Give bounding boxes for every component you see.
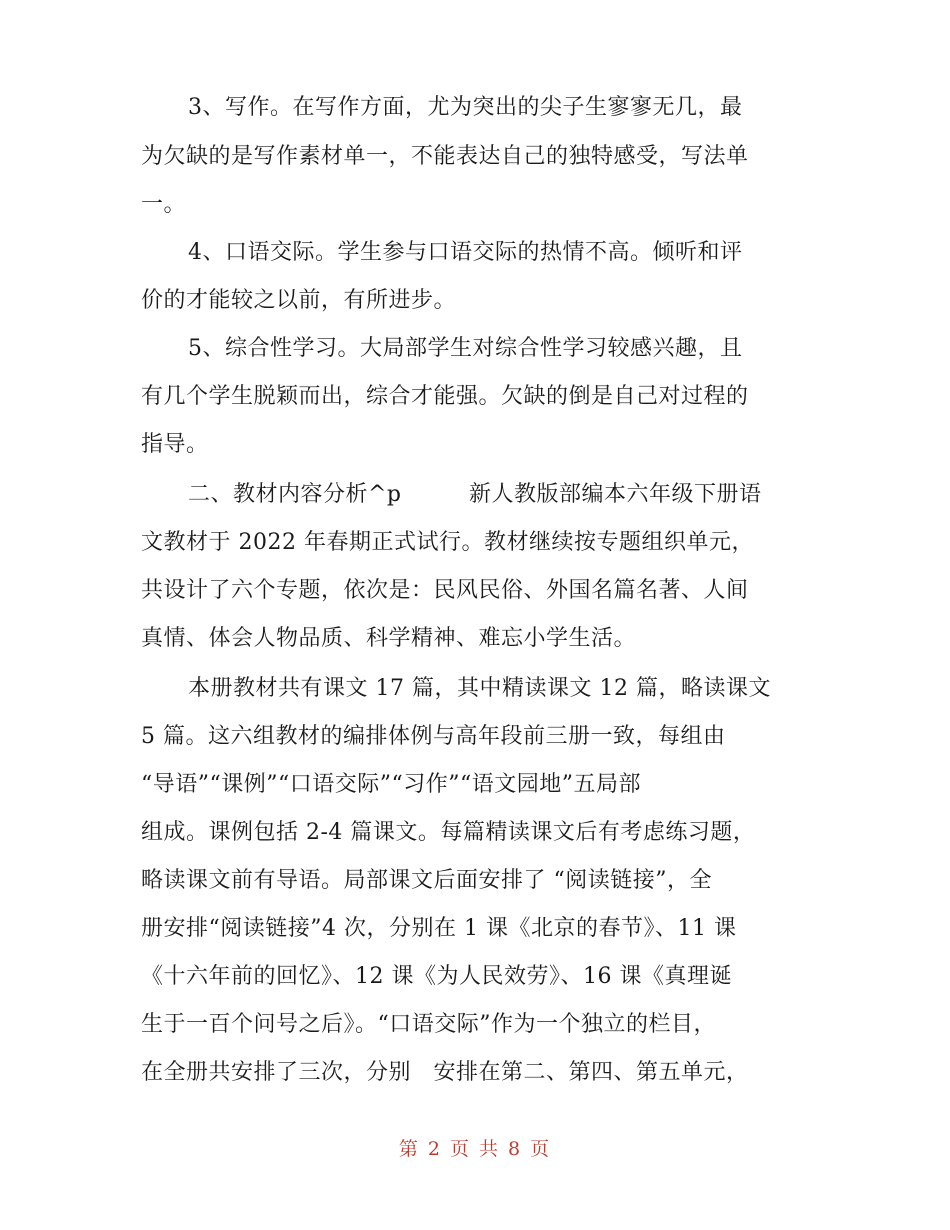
paragraph-lessons-line-1: 本册教材共有课文 17 篇，其中精读课文 12 篇，略读课文 bbox=[188, 676, 771, 701]
paragraph-writing-line-1: 3、写作。在写作方面，尤为突出的尖子生寥寥无几，最 bbox=[188, 95, 743, 120]
paragraph-textbook-line-1: 二、教材内容分析^p 新人教版部编本六年级下册语 bbox=[188, 482, 762, 507]
paragraph-writing-line-2: 为欠缺的是写作素材单一，不能表达自己的独特感受，写法单 bbox=[141, 144, 749, 169]
paragraph-textbook-line-2: 文教材于 2022 年春期正式试行。教材继续按专题组织单元， bbox=[141, 530, 754, 555]
paragraph-integrated-line-3: 指导。 bbox=[141, 432, 209, 457]
paragraph-oral-line-1: 4、口语交际。学生参与口语交际的热情不高。倾听和评 bbox=[188, 240, 743, 265]
page-number-footer: 第 2 页 共 8 页 bbox=[398, 1138, 552, 1160]
paragraph-textbook-line-3: 共设计了六个专题，依次是：民风民俗、外国名篇名著、人间 bbox=[141, 578, 749, 603]
paragraph-lessons-line-5: 略读课文前有导语。局部课文后面安排了 “阅读链接”，全 bbox=[141, 868, 712, 893]
paragraph-oral-line-2: 价的才能较之以前，有所进步。 bbox=[141, 288, 457, 313]
paragraph-lessons-line-9: 在全册共安排了三次，分别 安排在第二、第四、第五单元， bbox=[141, 1060, 749, 1085]
paragraph-lessons-line-6: 册安排“阅读链接”4 次，分别在 1 课《北京的春节》、11 课 bbox=[141, 916, 737, 941]
paragraph-integrated-line-1: 5、综合性学习。大局部学生对综合性学习较感兴趣，且 bbox=[188, 336, 743, 361]
paragraph-lessons-line-3: “导语”“课例”“口语交际”“习作”“语文园地”五局部 bbox=[141, 772, 641, 797]
paragraph-lessons-line-4: 组成。课例包括 2-4 篇课文。每篇精读课文后有考虑练习题， bbox=[141, 820, 756, 845]
paragraph-textbook-line-4: 真情、体会人物品质、科学精神、难忘小学生活。 bbox=[141, 626, 637, 651]
paragraph-writing-line-3: 一。 bbox=[141, 192, 187, 217]
paragraph-integrated-line-2: 有几个学生脱颖而出，综合才能强。欠缺的倒是自己对过程的 bbox=[141, 384, 749, 409]
paragraph-lessons-line-8: 生于一百个问号之后》。“口语交际”作为一个独立的栏目， bbox=[141, 1012, 716, 1037]
paragraph-lessons-line-7: 《十六年前的回忆》、12 课《为人民效劳》、16 课《真理诞 bbox=[141, 964, 732, 989]
paragraph-lessons-line-2: 5 篇。这六组教材的编排体例与高年段前三册一致，每组由 bbox=[141, 724, 726, 749]
